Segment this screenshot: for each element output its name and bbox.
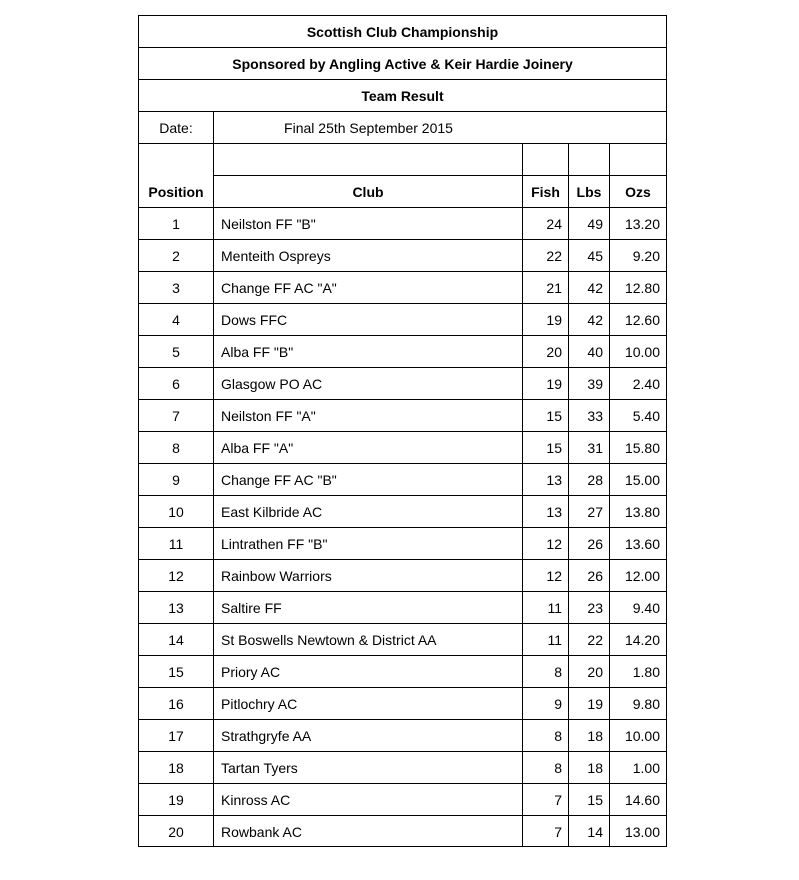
fish-cell: 15: [523, 432, 569, 463]
position-cell: 18: [139, 752, 214, 783]
results-sheet: [138, 15, 667, 847]
position-cell: 17: [139, 720, 214, 751]
header-fish: Fish: [523, 176, 569, 207]
fish-cell: 13: [523, 464, 569, 495]
lbs-cell: 28: [569, 464, 610, 495]
table-row: [139, 272, 666, 304]
blank-cell: [569, 144, 610, 176]
club-cell: Tartan Tyers: [214, 752, 523, 783]
table-row: [139, 816, 666, 847]
ozs-cell: 5.40: [632, 407, 660, 424]
fish-cell: 11: [523, 624, 569, 655]
position-cell: 8: [139, 432, 214, 463]
ozs-cell: 12.00: [624, 567, 660, 584]
lbs-cell: 15: [569, 784, 610, 815]
lbs-cell: 20: [569, 656, 610, 687]
club-cell: Pitlochry AC: [214, 688, 523, 719]
table-row: [139, 368, 666, 400]
ozs-cell: 10.00: [624, 343, 660, 360]
ozs-cell: 15.80: [624, 439, 660, 456]
club-cell: Menteith Ospreys: [214, 240, 523, 271]
blank-cell: [214, 144, 523, 176]
position-cell: 9: [139, 464, 214, 495]
fish-cell: 7: [523, 816, 569, 847]
position-cell: 4: [139, 304, 214, 335]
lbs-cell: 22: [569, 624, 610, 655]
position-cell: 14: [139, 624, 214, 655]
table-row: [139, 592, 666, 624]
position-cell: 19: [139, 784, 214, 815]
table-row: [139, 656, 666, 688]
table-row: [139, 432, 666, 464]
position-cell: 13: [139, 592, 214, 623]
table-row: [139, 624, 666, 656]
ozs-cell: 1.00: [632, 759, 660, 776]
fish-cell: 8: [523, 720, 569, 751]
header-lbs: Lbs: [569, 176, 610, 207]
ozs-cell: 15.00: [624, 471, 660, 488]
lbs-cell: 26: [569, 560, 610, 591]
ozs-cell: 14.60: [624, 791, 660, 808]
position-cell: 2: [139, 240, 214, 271]
table-row: [139, 304, 666, 336]
sponsor-row: [139, 48, 666, 80]
ozs-cell: 9.40: [632, 599, 660, 616]
sponsor-line: Sponsored by Angling Active & Keir Hardie Joinery: [232, 55, 573, 72]
ozs-cell: 14.20: [624, 631, 660, 648]
header-ozs: Ozs: [625, 183, 651, 200]
table-row: [139, 336, 666, 368]
club-cell: Saltire FF: [214, 592, 523, 623]
table-row: [139, 784, 666, 816]
table-row: [139, 208, 666, 240]
position-cell: 5: [139, 336, 214, 367]
table-row: [139, 464, 666, 496]
ozs-cell: 9.20: [632, 247, 660, 264]
ozs-cell: 12.60: [624, 311, 660, 328]
lbs-cell: 19: [569, 688, 610, 719]
table-row: [139, 752, 666, 784]
header-club: Club: [214, 176, 523, 207]
blank-cell: [139, 144, 214, 176]
ozs-cell: 13.60: [624, 535, 660, 552]
club-cell: East Kilbride AC: [214, 496, 523, 527]
club-cell: Change FF AC "A": [214, 272, 523, 303]
position-cell: 11: [139, 528, 214, 559]
sheet-title: Scottish Club Championship: [306, 23, 499, 40]
lbs-cell: 23: [569, 592, 610, 623]
date-row: [139, 112, 666, 144]
fish-cell: 8: [523, 752, 569, 783]
ozs-cell: 13.20: [624, 215, 660, 232]
lbs-cell: 31: [569, 432, 610, 463]
ozs-cell: 2.40: [632, 375, 660, 392]
table-row: [139, 688, 666, 720]
position-cell: 12: [139, 560, 214, 591]
club-cell: Alba FF "B": [214, 336, 523, 367]
table-row: [139, 400, 666, 432]
lbs-cell: 27: [569, 496, 610, 527]
table-row: [139, 496, 666, 528]
ozs-cell: 9.80: [632, 695, 660, 712]
table-row: [139, 528, 666, 560]
fish-cell: 15: [523, 400, 569, 431]
date-label: Date:: [139, 112, 214, 143]
position-cell: 15: [139, 656, 214, 687]
fish-cell: 7: [523, 784, 569, 815]
position-cell: 10: [139, 496, 214, 527]
club-cell: St Boswells Newtown & District AA: [214, 624, 523, 655]
position-cell: 6: [139, 368, 214, 399]
club-cell: Kinross AC: [214, 784, 523, 815]
ozs-cell: 13.80: [624, 503, 660, 520]
date-value: Final 25th September 2015: [284, 119, 453, 136]
result-type: Team Result: [361, 87, 444, 104]
header-row: [139, 176, 666, 208]
blank-cell: [610, 144, 666, 176]
lbs-cell: 18: [569, 720, 610, 751]
position-cell: 1: [139, 208, 214, 239]
fish-cell: 22: [523, 240, 569, 271]
lbs-cell: 49: [569, 208, 610, 239]
ozs-cell: 12.80: [624, 279, 660, 296]
position-cell: 16: [139, 688, 214, 719]
fish-cell: 20: [523, 336, 569, 367]
blank-cell: [523, 144, 569, 176]
lbs-cell: 42: [569, 272, 610, 303]
club-cell: Dows FFC: [214, 304, 523, 335]
fish-cell: 24: [523, 208, 569, 239]
lbs-cell: 45: [569, 240, 610, 271]
fish-cell: 19: [523, 304, 569, 335]
lbs-cell: 14: [569, 816, 610, 847]
club-cell: Rainbow Warriors: [214, 560, 523, 591]
position-cell: 3: [139, 272, 214, 303]
fish-cell: 21: [523, 272, 569, 303]
lbs-cell: 18: [569, 752, 610, 783]
ozs-cell: 1.80: [632, 663, 660, 680]
fish-cell: 12: [523, 560, 569, 591]
club-cell: Priory AC: [214, 656, 523, 687]
fish-cell: 12: [523, 528, 569, 559]
position-cell: 20: [139, 816, 214, 847]
club-cell: Neilston FF "A": [214, 400, 523, 431]
lbs-cell: 42: [569, 304, 610, 335]
fish-cell: 13: [523, 496, 569, 527]
club-cell: Strathgryfe AA: [214, 720, 523, 751]
title-row: [139, 16, 666, 48]
club-cell: Neilston FF "B": [214, 208, 523, 239]
header-position: Position: [139, 176, 214, 207]
club-cell: Change FF AC "B": [214, 464, 523, 495]
blank-row: [139, 144, 666, 176]
position-cell: 7: [139, 400, 214, 431]
ozs-cell: 10.00: [624, 727, 660, 744]
club-cell: Rowbank AC: [214, 816, 523, 847]
club-cell: Alba FF "A": [214, 432, 523, 463]
ozs-cell: 13.00: [624, 823, 660, 840]
table-row: [139, 720, 666, 752]
fish-cell: 9: [523, 688, 569, 719]
table-row: [139, 240, 666, 272]
fish-cell: 11: [523, 592, 569, 623]
lbs-cell: 39: [569, 368, 610, 399]
club-cell: Glasgow PO AC: [214, 368, 523, 399]
lbs-cell: 33: [569, 400, 610, 431]
fish-cell: 19: [523, 368, 569, 399]
club-cell: Lintrathen FF "B": [214, 528, 523, 559]
lbs-cell: 26: [569, 528, 610, 559]
subtitle-row: [139, 80, 666, 112]
lbs-cell: 40: [569, 336, 610, 367]
table-row: [139, 560, 666, 592]
fish-cell: 8: [523, 656, 569, 687]
